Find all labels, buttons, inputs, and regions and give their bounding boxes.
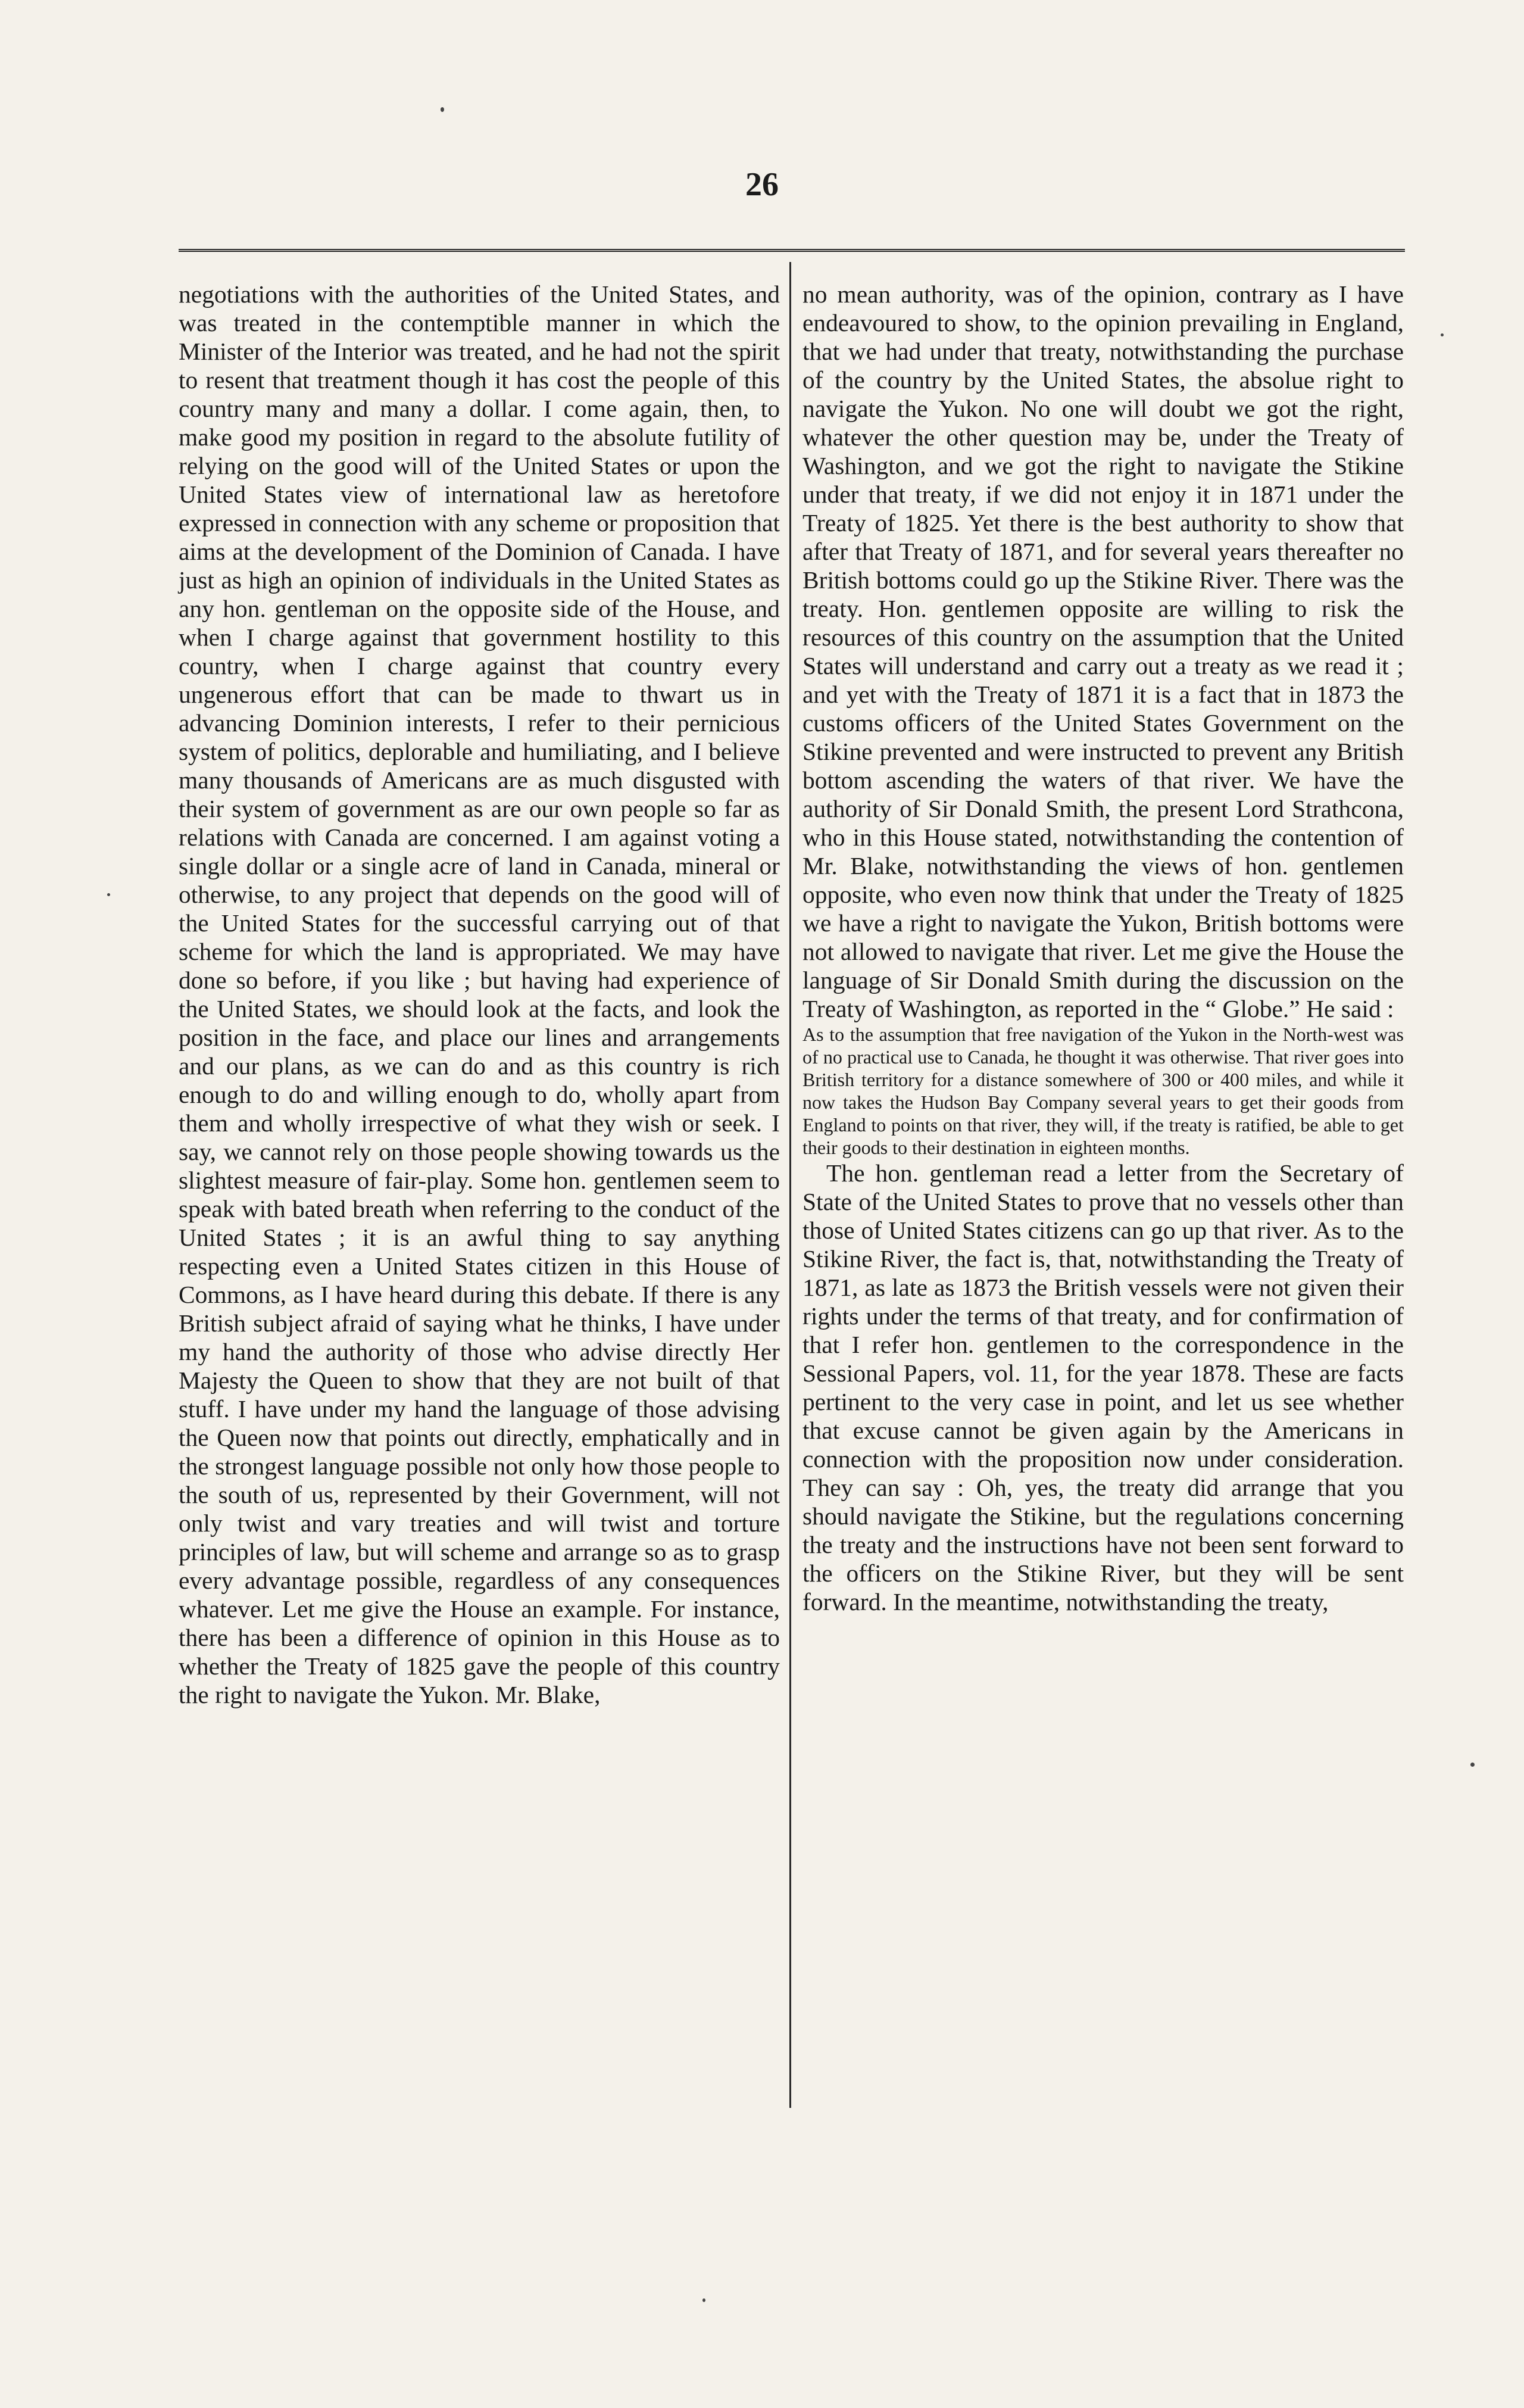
column-divider — [789, 262, 791, 2108]
scan-speck — [441, 107, 444, 112]
page-number: 26 — [745, 166, 779, 203]
scan-speck — [1470, 1763, 1475, 1767]
quoted-extract: As to the assumption that free navigation of the Yukon in the North-west was of no practical use to Canada, he thought it was otherwise. That river goes into British territory for a distance somewhere of 300 or 400 miles, and while it now takes the Hudson Bay Company several years to get their goods from England to points on that river, they will, if the treaty is ratified, be able to get their goods to their destination in eighteen months. — [802, 1024, 1404, 1158]
scan-speck — [107, 893, 110, 896]
header-rule — [179, 249, 1405, 252]
left-column — [179, 280, 780, 1709]
right-column-text-2: The hon. gentleman read a letter from the Secretary of State of the United States to prove that no vessels other than those of United States citizens can go up that river. As to the Stikine River, the fact is, that, notwithstanding the Treaty of 1871, as late as 1873 the British vessels were not given their rights under the terms of that treaty, and for confirmation of that I refer hon. gentlemen to the correspondence in the Sessional Papers, vol. 11, for the year 1878. These are facts pertinent to the very case in point, and let us see whether that excuse cannot be given again by the Americans in connection with the proposition now under consideration. They can say : Oh, yes, the treaty did arrange that you should navigate the Stikine, but the regulations concerning the treaty and the instructions have not been sent forward to the officers on the Stikine River, but they will be sent forward. In the meantime, notwithstanding the treaty, — [802, 1159, 1404, 1615]
right-column — [802, 280, 1404, 1616]
right-column-text-1: no mean authority, was of the opinion, contrary as I have endeavoured to show, to the opinion prevailing in England, that we had under that treaty, notwithstanding the purchase of the country by the United States, the absolue right to navigate the Yukon. No one will doubt we got the right, whatever the other question may be, under the Treaty of Washington, and we got the right to navigate the Stikine under that treaty, if we did not enjoy it in 1871 under the Treaty of 1825. Yet there is the best authority to show that after that Treaty of 1871, and for several years thereafter no British bottoms could go up the Stikine River. There was the treaty. Hon. gentlemen opposite are willing to risk the resources of this country on the assumption that the United States will understand and carry out a treaty as we read it ; and yet with the Treaty of 1871 it is a fact that in 1873 the customs officers of the United States Government on the Stikine prevented and were instructed to prevent any British bottom ascending the waters of that river. We have the authority of Sir Donald Smith, the present Lord Strathcona, who in this House stated, notwithstanding the contention of Mr. Blake, notwithstanding the views of hon. gentlemen opposite, who even now think that under the Treaty of 1825 we have a right to navigate the Yukon, British bottoms were not allowed to navigate that river. Let me give the House the language of Sir Donald Smith during the discussion on the Treaty of Washington, as reported in the “ Globe.” He said : — [802, 280, 1404, 1022]
left-column-text: negotiations with the authorities of the United States, and was treated in the contemptible manner in which the Minister of the Interior was treated, and he had not the spirit to resent that treatment though it has cost the people of this country many and many a dollar. I come again, then, to make good my position in regard to the absolute futility of relying on the good will of the United States or upon the United States view of international law as heretofore expressed in connection with any scheme or proposition that aims at the development of the Dominion of Canada. I have just as high an opinion of individuals in the United States as any hon. gentleman on the opposite side of the House, and when I charge against that government hostility to this country, when I charge against that country every ungenerous effort that can be made to thwart us in advancing Dominion interests, I refer to their pernicious system of politics, deplorable and humiliating, and I believe many thousands of Americans are as much disgusted with their system of government as are our own people so far as relations with Canada are concerned. I am against voting a single dollar or a single acre of land in Canada, mineral or otherwise, to any project that depends on the good will of the United States for the successful carrying out of that scheme for which the land is appropriated. We may have done so before, if you like ; but having had experience of the United States, we should look at the facts, and look the position in the face, and place our lines and arrangements and our plans, as we can do and as this country is rich enough to do and willing enough to do, wholly apart from them and wholly irrespective of what they wish or seek. I say, we cannot rely on those people showing towards us the slightest measure of fair-play. Some hon. gentlemen seem to speak with bated breath when referring to the conduct of the United States ; it is an awful thing to say anything respecting even a United States citizen in this House of Commons, as I have heard during this debate. If there is any British subject afraid of saying what he thinks, I have under my hand the authority of those who advise directly Her Majesty the Queen to show that they are not built of that stuff. I have under my hand the language of those advising the Queen now that points out directly, emphatically and in the strongest language possible not only how those people to the south of us, represented by their Government, will not only twist and vary treaties and will twist and torture principles of law, but will scheme and arrange so as to grasp every advantage possible, regardless of any consequences whatever. Let me give the House an example. For instance, there has been a difference of opinion in this House as to whether the Treaty of 1825 gave the people of this country the right to navigate the Yukon. Mr. Blake, — [179, 280, 780, 1708]
scan-speck — [702, 2298, 705, 2302]
scan-speck — [1441, 333, 1444, 336]
